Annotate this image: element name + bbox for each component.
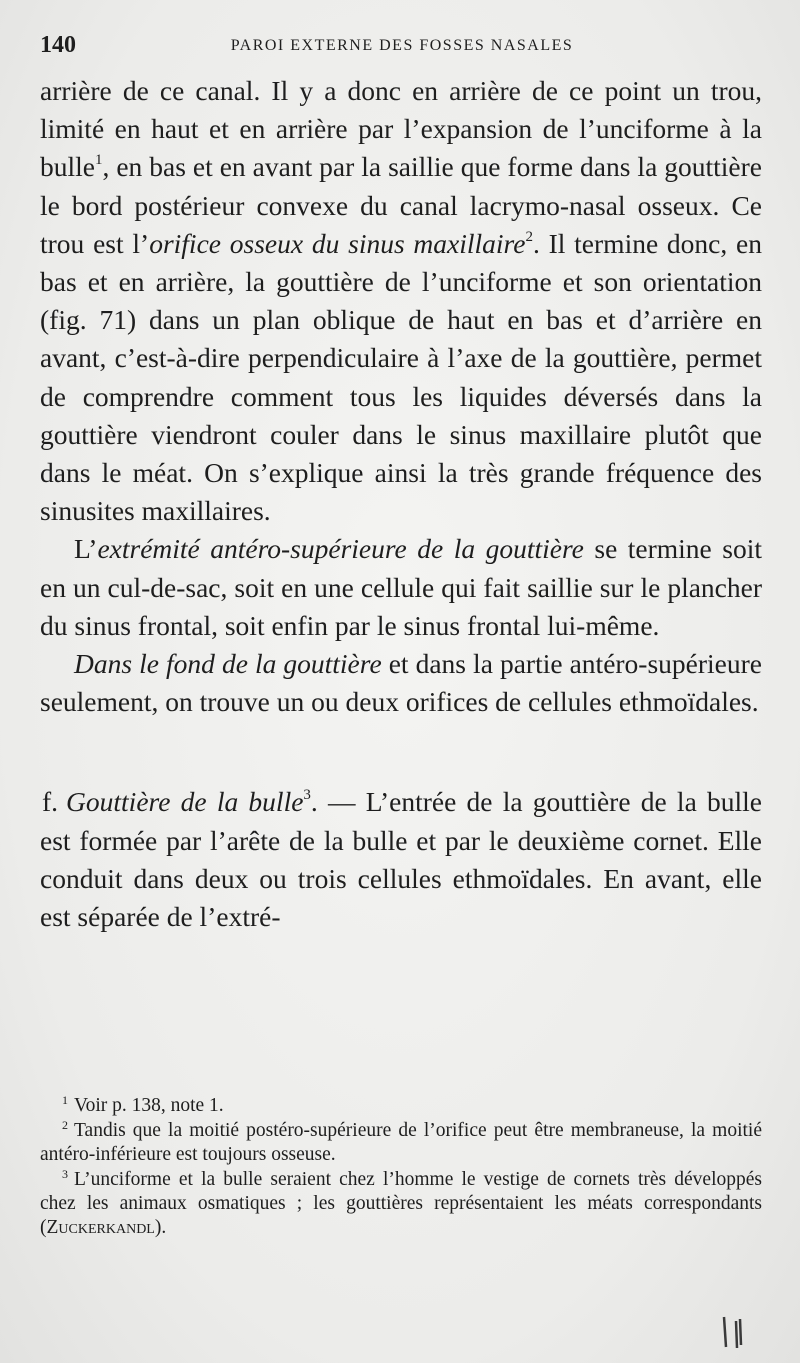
body-text [40, 72, 762, 936]
footnote-mark-1: 1 [62, 1093, 68, 1107]
emphasis-fond: Dans le fond de la gouttière [74, 648, 382, 680]
footnote-ref-3[interactable]: 3 [303, 787, 311, 804]
section-heading: Gouttière de la bulle [66, 786, 304, 818]
paragraph-2: L’extrémité antéro-supérieure de la gouttière se termine soit en un cul-de-sac, soit en une cellule qui fait saillie sur le plancher du sinus frontal, soit enfin par le sinus frontal lui-même. [40, 533, 762, 641]
footnote-ref-2[interactable]: 2 [525, 228, 533, 245]
running-title: PAROI EXTERNE DES FOSSES NASALES [230, 37, 574, 54]
emphasis-extremite: extrémité antéro-supérieure de la gouttière [97, 533, 584, 565]
footnote-2: $^2$ Tandis que la moitié postéro-supérieure de l’orifice peut être membraneuse, la moitié antéro-inférieure est toujours osseuse. [40, 1118, 762, 1165]
paragraph-3: Dans le fond de la gouttière et dans la partie antéro-supérieure seulement, on trouve un ou deux orifices de cellules ethmoïdales. [40, 648, 762, 718]
page-number: 140 [40, 32, 76, 58]
author-citation: Zuckerkandl [46, 1217, 155, 1238]
footnote-ref-1[interactable]: 1 [95, 152, 103, 169]
emphasis-orifice: orifice osseux du sinus maxillaire [149, 227, 526, 259]
footnote-mark-2: 2 [62, 1118, 68, 1132]
footnotes [40, 1094, 762, 1240]
paragraph-1: arrière de ce canal. Il y a donc en arrière de ce point un trou, limité en haut et en arrière par l’expansion de l’unciforme à la bulle$^1$, en bas et en avant par la saillie que forme dans la gouttière le bord postérieur convexe du canal lacrymo-nasal osseux. Ce trou est l’orifice osseux du sinus maxillaire$^2$. Il termine donc, en bas et en arrière, la gouttière de l’unciforme et son orientation (fig. 71) dans un plan oblique de haut en bas et d’arrière en avant, c’est-à-dire perpendiculaire à l’axe de la gouttière, permet de comprendre comment tous les liquides déversés dans la gouttière viendront couler dans le sinus maxillaire plutôt que dans le méat. On s’explique ainsi la très grande fréquence des sinusites maxillaires. [40, 75, 762, 527]
ink-mark [718, 1315, 758, 1349]
footnote-3: $^3$ L’unciforme et la bulle seraient chez l’homme le vestige de cornets très développés chez les animaux osmatiques ; les gouttières représentaient les méats correspondants (Zuckerkandl). [40, 1167, 762, 1238]
paragraph-4: f. Gouttière de la bulle$^3$. — L’entrée de la gouttière de la bulle est formée par l’arête de la bulle et par le deuxième cornet. Elle conduit dans deux ou trois cellules ethmoïdales. En avant, elle est séparée de l’extré- [40, 786, 762, 933]
footnote-1: $^1$ Voir p. 138, note 1. [62, 1093, 224, 1116]
footnote-mark-3: 3 [62, 1167, 68, 1181]
page-header [40, 32, 764, 60]
section-letter: f. [42, 786, 59, 818]
